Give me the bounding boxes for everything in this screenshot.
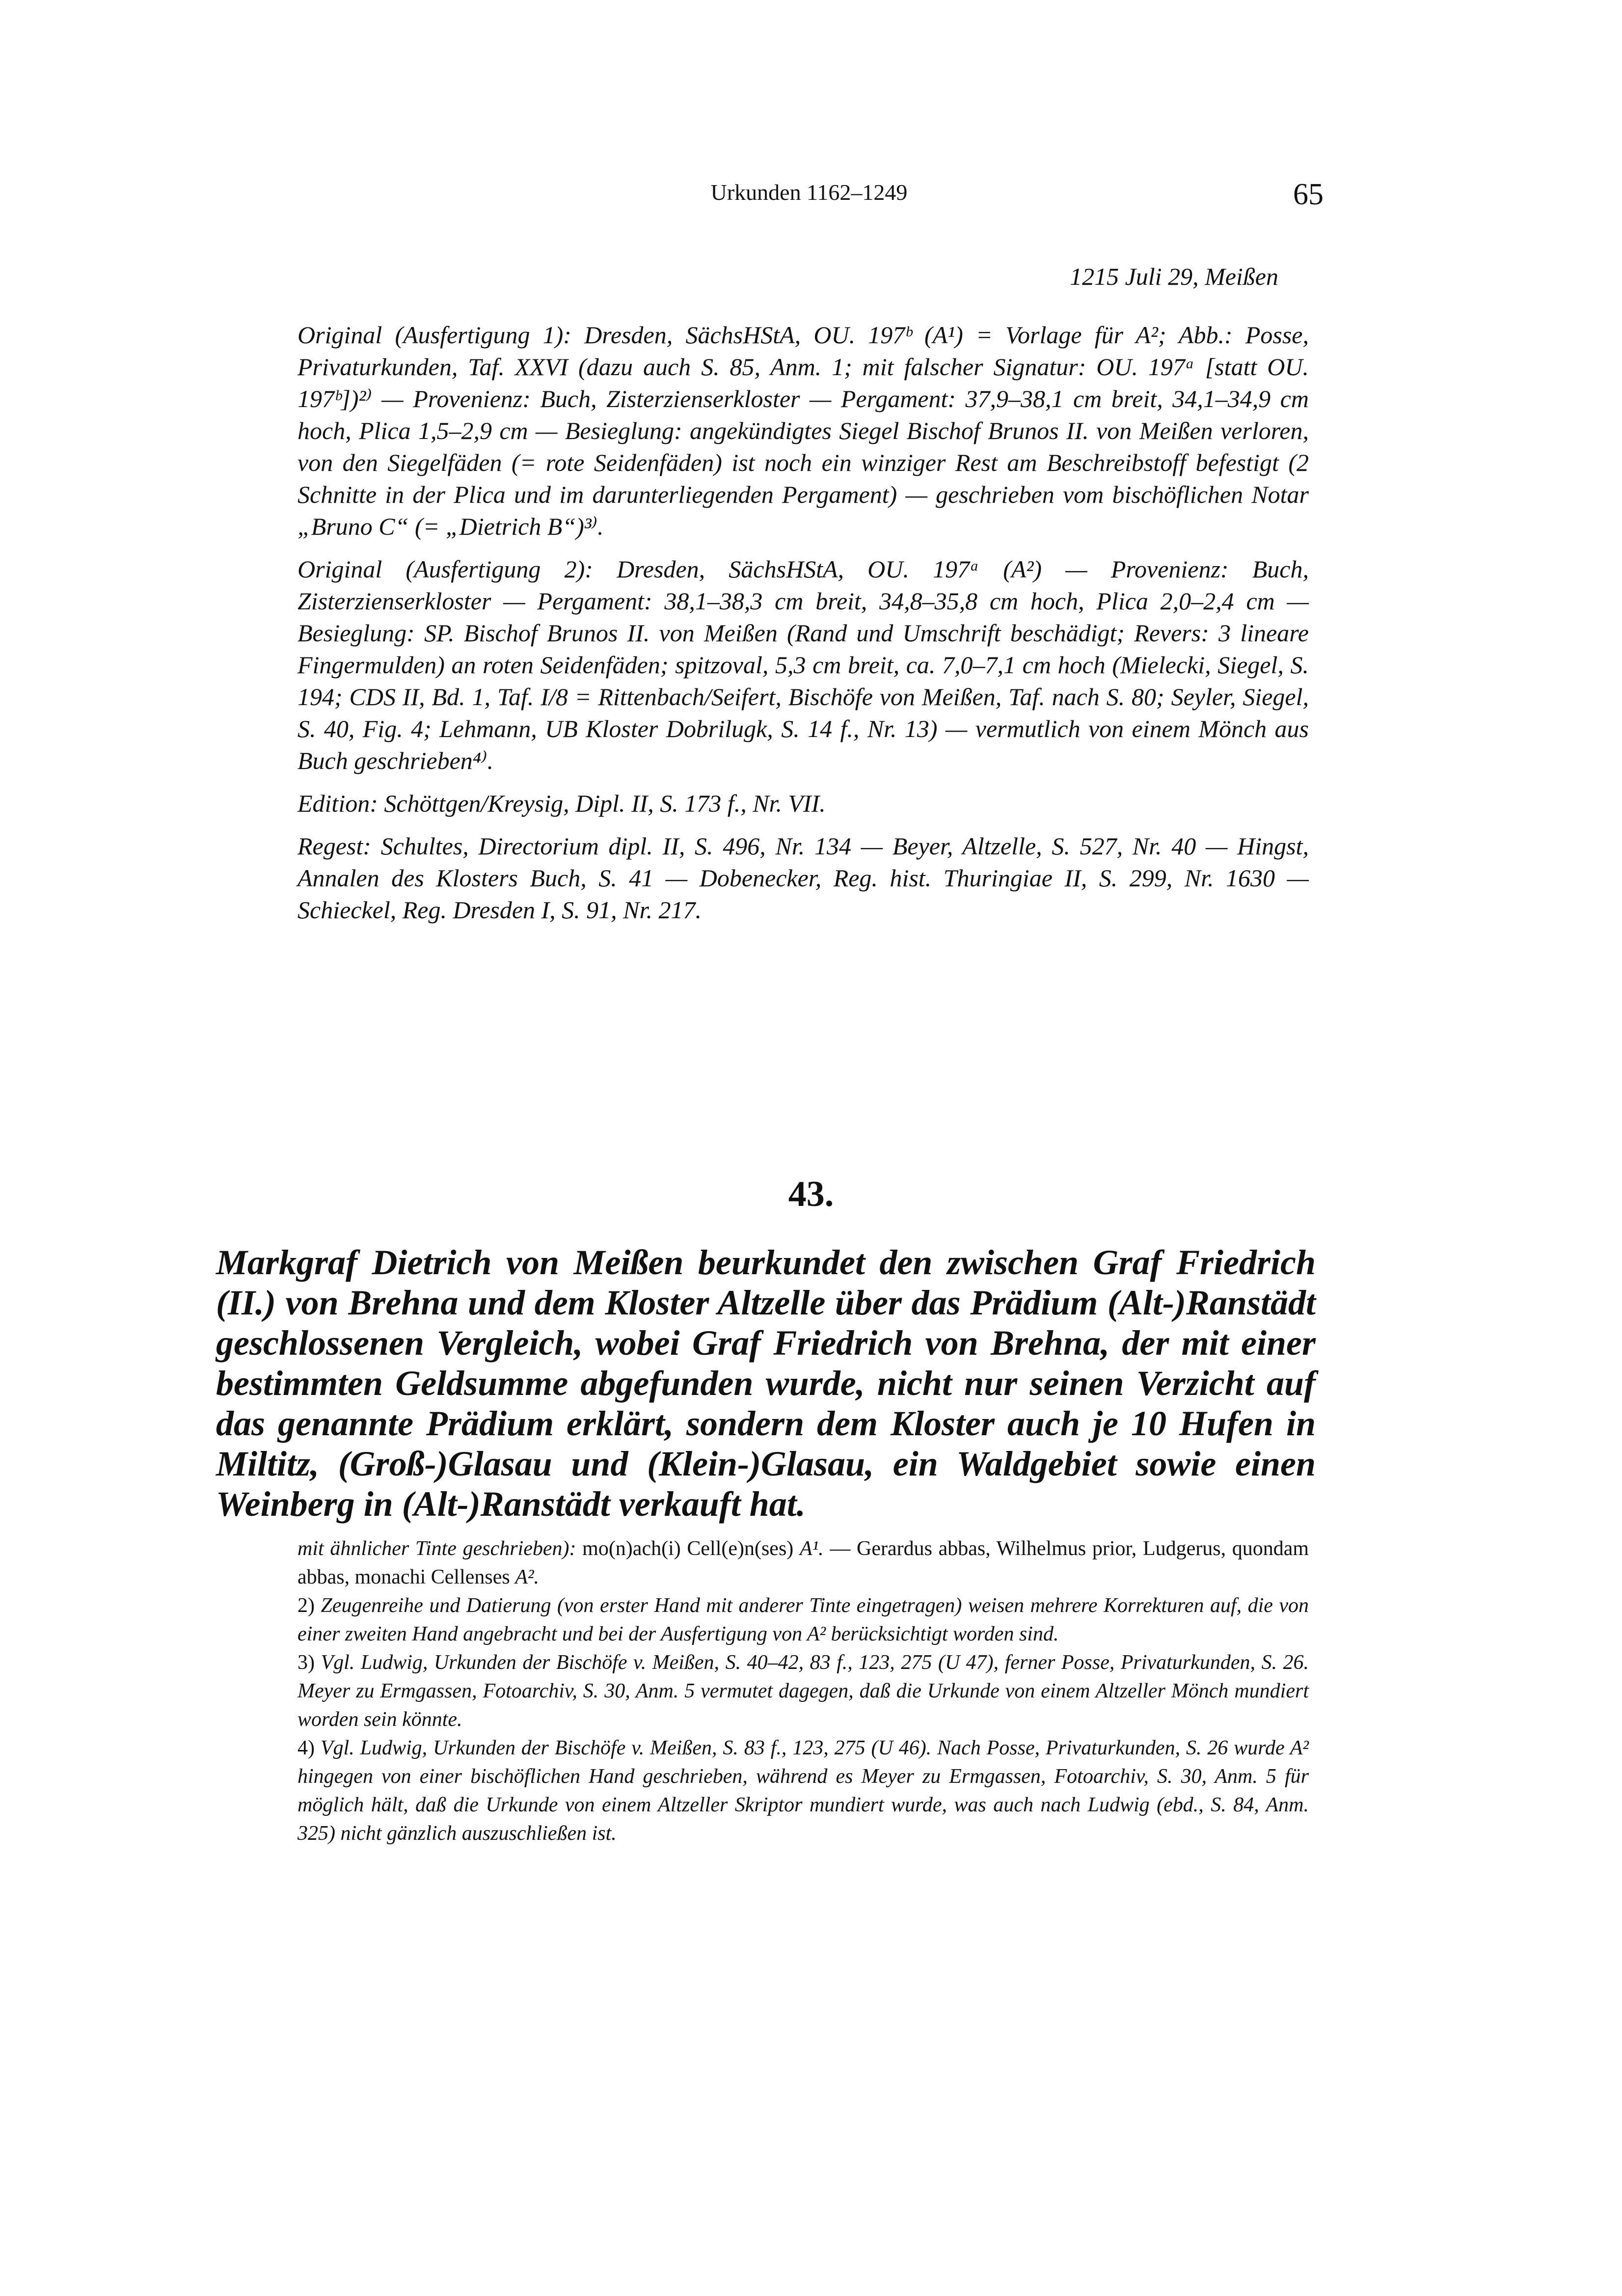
source-description <box>297 319 1309 937</box>
document-summary: Markgraf Dietrich von Meißen beurkundet den zwischen Graf Friedrich (II.) von Brehna und dem Kloster Altzelle über das Prädium (Alt-)Ranstädt geschlossenen Vergleich, wobei Graf Friedrich von Brehna, der mit einer bestimmten Geldsumme abgefunden wurde, nicht nur seinen Verzicht auf das genannte Prädium erklärt, sondern dem Kloster auch je 10 Hufen in Miltitz, (Groß-)Glasau und (Klein-)Glasau, ein Waldgebiet sowie einen Weinberg in (Alt-)Ranstädt verkauft hat. <box>216 1243 1316 1524</box>
source-paragraph-original-2: Original (Ausfertigung 2): Dresden, SächsHStA, OU. 197ᵃ (A²) — Provenienz: Buch, Zisterzienserkloster — Pergament: 38,1–38,3 cm breit, 34,8–35,8 cm hoch, Plica 2,0–2,4 cm — Besieglung: SP. Bischof Brunos II. von Meißen (Rand und Umschrift beschädigt; Revers: 3 lineare Fingermulden) an roten Seidenfäden; spitzoval, 5,3 cm breit, ca. 7,0–7,1 cm hoch (Mielecki, Siegel, S. 194; CDS II, Bd. 1, Taf. I/8 = Rittenbach/Seifert, Bischöfe von Meißen, Taf. nach S. 80; Seyler, Siegel, S. 40, Fig. 4; Lehmann, UB Kloster Dobrilugk, S. 14 f., Nr. 13) — vermutlich von einem Mönch aus Buch geschrieben⁴⁾. <box>297 555 1309 774</box>
source-paragraph-original-1: Original (Ausfertigung 1): Dresden, SächsHStA, OU. 197ᵇ (A¹) = Vorlage für A²; Abb.: Posse, Privaturkunden, Taf. XXVI (dazu auch S. 85, Anm. 1; mit falscher Signatur: OU. 197ᵃ [statt OU. 197ᵇ])²⁾ — Provenienz: Buch, Zisterzienserkloster — Pergament: 37,9–38,1 cm breit, 34,1–34,9 cm hoch, Plica 1,5–2,9 cm — Besieglung: angekündigtes Siegel Bischof Brunos II. von Meißen verloren, von den Siegelfäden (= rote Seidenfäden) ist noch ein winziger Rest am Beschreibstoff befestigt (2 Schnitte in der Plica und im darunterliegenden Pergament) — geschrieben vom bischöflichen Notar „Bruno C“ (= „Dietrich B“)³⁾. <box>297 321 1309 540</box>
document-number: 43. <box>788 1174 834 1214</box>
footnote-2-number: 2) <box>297 1594 315 1617</box>
footnote-1-continued <box>297 1534 1309 1591</box>
footnote-3-text: Vgl. Ludwig, Urkunden der Bischöfe v. Meißen, S. 40–42, 83 f., 123, 275 (U 47), ferner Posse, Privaturkunden, S. 26. Meyer zu Ermgassen, Fotoarchiv, S. 30, Anm. 5 vermutet dagegen, daß die Urkunde von einem Altzeller Mönch mundiert worden sein könnte. <box>297 1651 1309 1731</box>
document-date-place: 1215 Juli 29, Meißen <box>1070 263 1278 290</box>
footnote-3-number: 3) <box>297 1651 315 1674</box>
footnotes <box>297 1534 1309 1848</box>
footnote-1-italic-c: A². <box>515 1566 539 1588</box>
source-paragraph-regest: Regest: Schultes, Directorium dipl. II, S. 496, Nr. 134 — Beyer, Altzelle, S. 527, Nr. 40 — Hingst, Annalen des Klosters Buch, S. 41 — Dobenecker, Reg. hist. Thuringiae II, S. 299, Nr. 1630 — Schieckel, Reg. Dresden I, S. 91, Nr. 217. <box>297 832 1309 924</box>
running-head-title: Urkunden 1162–1249 <box>710 180 908 205</box>
footnote-4 <box>297 1734 1309 1848</box>
footnote-1-italic-a: mit ähnlicher Tinte geschrieben): <box>297 1537 576 1560</box>
footnote-2-text: Zeugenreihe und Datierung (von erster Hand mit anderer Tinte eingetragen) weisen mehrere Korrekturen auf, die von einer zweiten Hand angebracht und bei der Ausfertigung von A² berücksichtigt worden sind. <box>297 1594 1309 1645</box>
source-paragraph-edition: Edition: Schöttgen/Kreysig, Dipl. II, S. 173 f., Nr. VII. <box>297 790 826 817</box>
footnote-1-italic-b: A¹. <box>799 1537 824 1560</box>
footnote-2 <box>297 1591 1309 1648</box>
footnote-1-roman-b: — Gerardus abbas, Wilhelmus prior, Ludgerus, quondam abbas, monachi Cellenses <box>297 1537 1309 1588</box>
footnote-4-number: 4) <box>297 1737 315 1759</box>
footnote-3 <box>297 1648 1309 1734</box>
footnote-1-roman-a: mo(n)ach(i) Cell(e)n(ses) <box>582 1537 794 1560</box>
footnote-4-text: Vgl. Ludwig, Urkunden der Bischöfe v. Meißen, S. 83 f., 123, 275 (U 46). Nach Posse, Privaturkunden, S. 26 wurde A² hingegen von einer bischöflichen Hand geschrieben, während es Meyer zu Ermgassen, Fotoarchiv, S. 30, Anm. 5 für möglich hält, daß die Urkunde von einem Altzeller Skriptor mundiert wurde, was auch nach Ludwig (ebd., S. 84, Anm. 325) nicht gänzlich auszuschließen ist. <box>297 1737 1309 1845</box>
page-number: 65 <box>1293 178 1324 211</box>
